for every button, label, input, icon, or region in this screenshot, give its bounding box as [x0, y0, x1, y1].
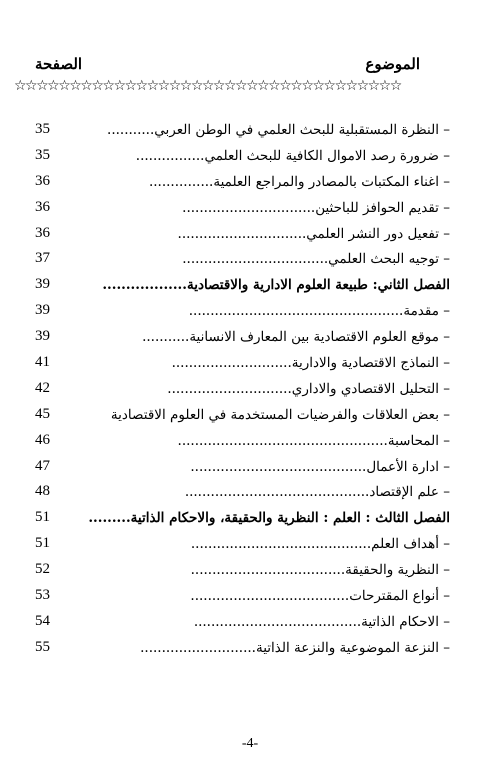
toc-page-number: 35: [35, 146, 50, 163]
toc-entry-text: – علم الإقتصاد: [369, 484, 450, 501]
toc-dot-leader: ...........: [142, 329, 190, 346]
toc-section-entry: [191, 534, 450, 554]
toc-page-number: 45: [35, 405, 50, 422]
toc-section-entry: [182, 249, 450, 269]
toc-page-number: 51: [35, 535, 50, 552]
toc-entry-text: – تقديم الحوافز للباحثين: [315, 199, 450, 216]
toc-section-entry: [140, 638, 450, 658]
toc-section-entry: [172, 353, 450, 373]
toc-section-entry: [190, 586, 450, 606]
toc-dot-leader: ..................: [102, 277, 187, 294]
toc-entry-text: – المحاسبة: [387, 432, 450, 449]
toc-page-number: 51: [35, 509, 50, 526]
toc-dot-leader: ...............: [148, 173, 214, 190]
toc-entry-text: – النظرة المستقبلية للبحث العلمي في الوطن العربي: [154, 122, 450, 138]
toc-page-number: 46: [35, 431, 50, 448]
toc-dot-leader: ..................................................: [188, 303, 404, 320]
toc-row: [30, 558, 450, 584]
toc-page-number: 48: [35, 483, 50, 500]
toc-row: [30, 377, 450, 403]
toc-section-entry: [178, 431, 450, 451]
toc-entry-text: الفصل الثالث : العلم : النظرية والحقيقة، والاحكام الذاتية: [130, 510, 450, 527]
toc-dot-leader: .............................: [167, 380, 292, 397]
toc-entry-text: – أنواع المقترحات: [349, 588, 450, 605]
toc-page-number: 53: [35, 587, 50, 604]
toc-dot-leader: ..............................: [177, 225, 307, 242]
toc-page-number: 37: [35, 250, 50, 267]
toc-entry-text: – اغناء المكتبات بالمصادر والمراجع العلمية: [213, 173, 450, 190]
topic-column-header: الموضوع: [365, 55, 420, 73]
toc-section-entry: [185, 482, 450, 502]
table-of-contents: [30, 118, 450, 662]
toc-page-number: 36: [35, 172, 50, 189]
toc-page-number: 52: [35, 561, 50, 578]
toc-row: [30, 196, 450, 222]
toc-row: [30, 247, 450, 273]
toc-entry-text: – بعض العلاقات والفرضيات المستخدمة في العلوم الاقتصادية: [110, 406, 450, 423]
toc-chapter-entry: [102, 275, 450, 295]
toc-section-entry: [191, 560, 450, 580]
toc-dot-leader: ...........: [107, 122, 155, 138]
toc-section-entry: [182, 198, 450, 218]
toc-dot-leader: .........................................: [190, 458, 367, 475]
toc-page-number: 36: [35, 224, 50, 241]
toc-entry-text: – النزعة الموضوعية والنزعة الذاتية: [255, 639, 450, 656]
toc-dot-leader: ...........................................: [184, 484, 370, 501]
toc-row: [30, 144, 450, 170]
toc-entry-text: – الاحكام الذاتية: [361, 613, 450, 630]
page-column-header: الصفحة: [35, 55, 83, 73]
toc-dot-leader: ...........................: [140, 639, 256, 656]
toc-section-entry: [142, 327, 450, 347]
toc-dot-leader: ..................................: [182, 251, 329, 268]
toc-row: [30, 299, 450, 325]
toc-row: [30, 325, 450, 351]
toc-section-entry: [136, 146, 450, 166]
toc-section-entry: [167, 379, 450, 399]
toc-row: [30, 636, 450, 662]
toc-page-number: 35: [35, 121, 50, 137]
toc-row: [30, 584, 450, 610]
toc-dot-leader: .........: [88, 510, 131, 527]
toc-dot-leader: ...............................: [182, 199, 316, 216]
toc-entry-text: – التحليل الاقتصادي والاداري: [291, 380, 450, 397]
toc-row: [30, 480, 450, 506]
toc-entry-text: – ادارة الأعمال: [366, 458, 450, 475]
toc-section-entry: [194, 612, 450, 632]
toc-entry-text: – توجيه البحث العلمي: [328, 251, 450, 268]
toc-row: [30, 222, 450, 248]
toc-page-number: 47: [35, 457, 50, 474]
toc-page-number: 42: [35, 379, 50, 396]
toc-row: [30, 273, 450, 299]
toc-entry-text: الفصل الثاني: طبيعة العلوم الادارية والاقتصادية: [186, 277, 450, 294]
toc-entry-text: – مقدمة: [403, 303, 450, 320]
toc-dot-leader: ............................: [171, 355, 292, 372]
toc-section-entry: [190, 457, 450, 477]
toc-row: [30, 532, 450, 558]
toc-dot-leader: ................: [135, 147, 205, 164]
toc-row: [30, 429, 450, 455]
star-divider: ☆☆☆☆☆☆☆☆☆☆☆☆☆☆☆☆☆☆☆☆☆☆☆☆☆☆☆☆☆☆☆☆☆☆☆: [14, 78, 401, 94]
toc-page-number: 39: [35, 328, 50, 345]
toc-page-number: 39: [35, 302, 50, 319]
toc-page-number: 41: [35, 354, 50, 371]
toc-page-number: 39: [35, 276, 50, 293]
toc-entry-text: – النماذج الاقتصادية والادارية: [291, 355, 450, 372]
toc-entry-text: – موقع العلوم الاقتصادية بين المعارف الانسانية: [189, 329, 450, 346]
toc-row: [30, 118, 450, 144]
toc-entry-text: – أهداف العلم: [371, 536, 450, 553]
toc-page-number: 36: [35, 198, 50, 215]
toc-dot-leader: ....................................: [190, 562, 346, 579]
toc-row: [30, 506, 450, 532]
page-number: -4-: [241, 736, 259, 751]
toc-section-entry: [107, 120, 450, 140]
toc-section-entry: [111, 405, 450, 425]
toc-dot-leader: ..........................................: [190, 536, 372, 553]
toc-page-number: 54: [35, 612, 50, 629]
toc-section-entry: [178, 224, 450, 244]
toc-row: [30, 170, 450, 196]
toc-section-entry: [149, 172, 450, 192]
toc-row: [30, 455, 450, 481]
toc-entry-text: – تفعيل دور النشر العلمي: [306, 225, 450, 242]
toc-dot-leader: .................................................: [177, 432, 388, 449]
toc-row: [30, 610, 450, 636]
toc-page-number: 55: [35, 638, 50, 655]
toc-entry-text: – النظرية والحقيقة: [345, 562, 450, 579]
toc-dot-leader: .......................................: [193, 613, 362, 630]
toc-row: [30, 403, 450, 429]
toc-entry-text: – ضرورة رصد الاموال الكافية للبحث العلمي: [204, 147, 450, 164]
toc-chapter-entry: [88, 508, 450, 528]
toc-dot-leader: .....................................: [190, 588, 350, 605]
toc-section-entry: [189, 301, 450, 321]
toc-row: [30, 351, 450, 377]
